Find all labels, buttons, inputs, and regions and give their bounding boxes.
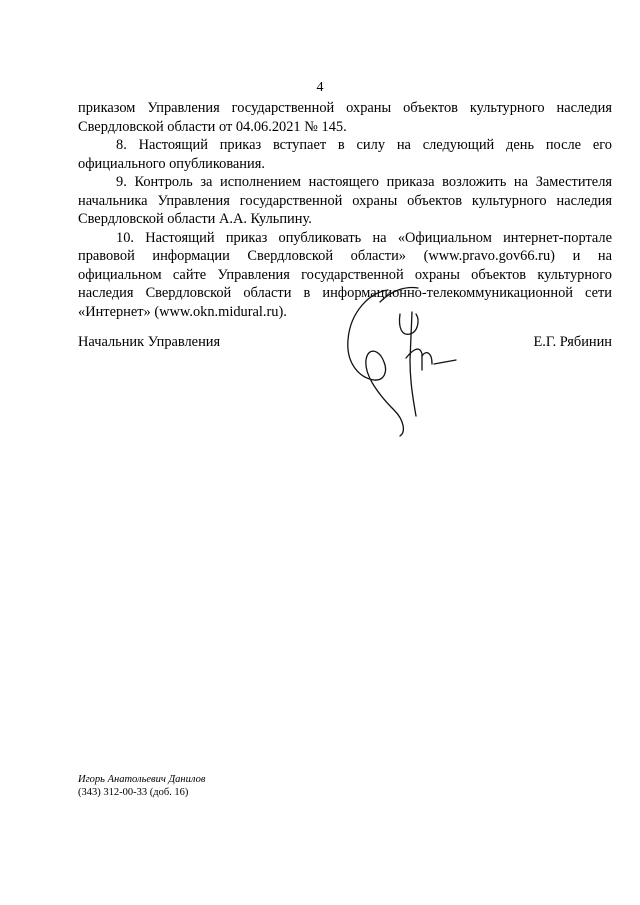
signer-name: Е.Г. Рябинин <box>533 334 612 350</box>
handwritten-signature-icon <box>340 284 460 444</box>
page-number: 4 <box>316 80 324 95</box>
paragraph-7-continuation: приказом Управления государственной охраны объектов культурного наследия Свердловской области от 04.06.2021 № 145. <box>78 100 612 135</box>
executor-phone: (343) 312-00-33 (доб. 16) <box>78 787 189 798</box>
signer-position: Начальник Управления <box>78 334 221 350</box>
executor-info <box>78 773 205 799</box>
paragraph-8: 8. Настоящий приказ вступает в силу на следующий день после его официального опубликования. <box>78 137 612 172</box>
paragraph-9: 9. Контроль за исполнением настоящего приказа возложить на Заместителя начальника Управления государственной охраны объектов культурного наследия Свердловской области А.А. Кульпину. <box>78 174 612 227</box>
paragraph-10: 10. Настоящий приказ опубликовать на «Официальном интернет-портале правовой информации Свердловской области» (www.pravo.gov66.ru) и на официальном сайте Управления государственной охраны объектов культурного наследия Свердловской области в информационно-телекоммуникационной сети «Интернет» (www.okn.midural.ru). <box>78 229 612 320</box>
executor-name: Игорь Анатольевич Данилов <box>78 774 206 785</box>
